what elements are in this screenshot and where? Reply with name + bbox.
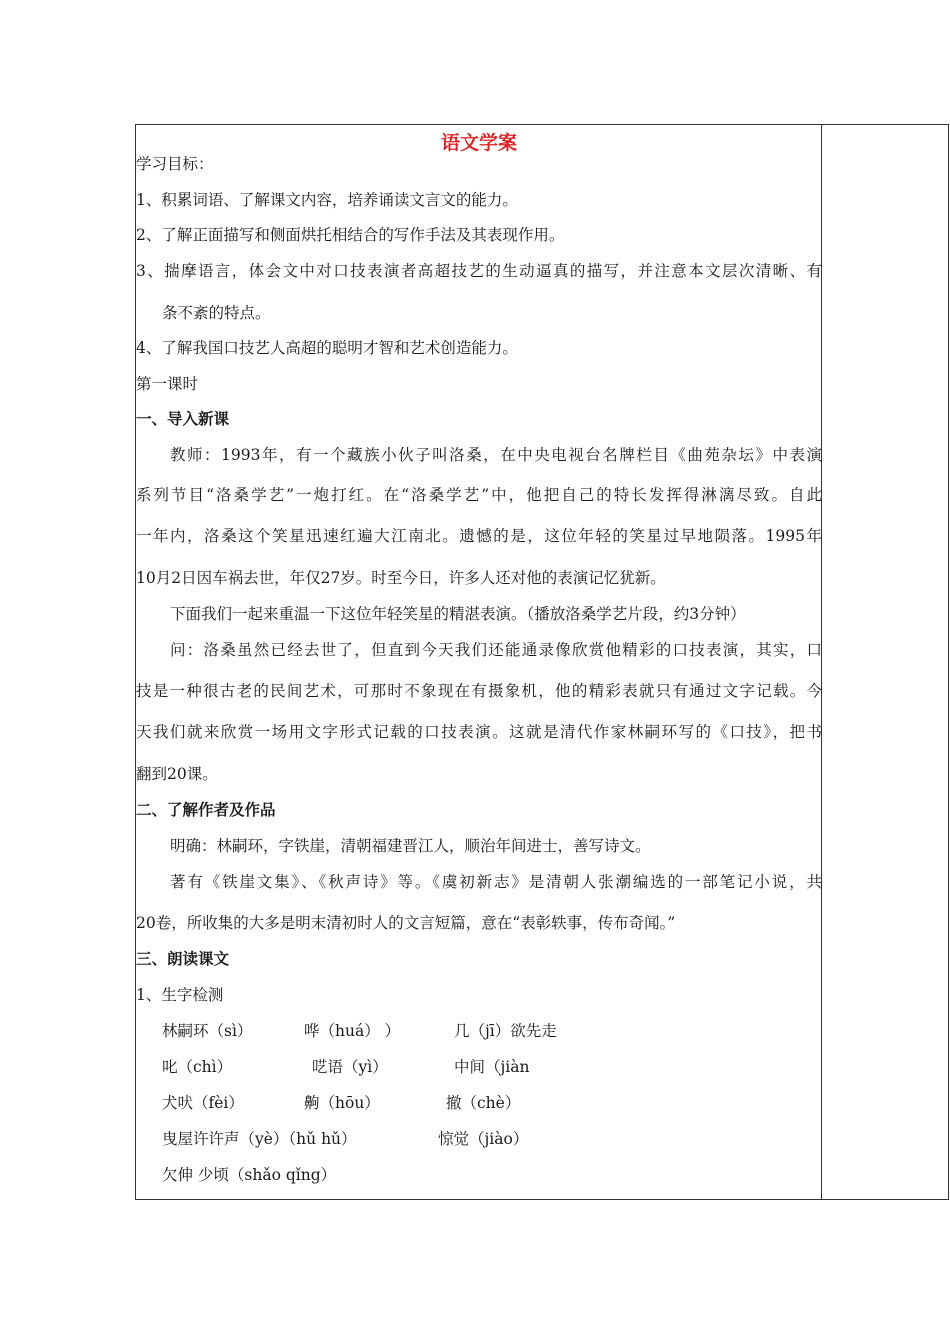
vocab-item: 欠伸 少顷（shǎo qǐng） (162, 1166, 337, 1184)
vocab-item: 呓语（yì） (312, 1058, 388, 1076)
goal-2: 2、了解正面描写和侧面烘托相结合的写作手法及其表现作用。 (136, 226, 565, 244)
author-p2-line1: 著有《铁崖文集》、《秋声诗》等。《虞初新志》是清朝人张潮编选的一部笔记小说，共 (170, 873, 822, 891)
intro-p2: 下面我们一起来重温一下这位年轻笑星的精湛表演。（播放洛桑学艺片段，约3分钟） (170, 605, 746, 623)
vocab-item: 犬吠（fèi） (162, 1094, 244, 1112)
intro-p3-line2: 技是一种很古老的民间艺术，可那时不象现在有摄象机，他的精彩表就只有通过文字记载。今 (136, 682, 822, 700)
intro-p1-line2: 系列节目“洛桑学艺”一炮打红。在“洛桑学艺”中，他把自己的特长发挥得淋漓尽致。自此 (136, 486, 822, 504)
section-heading-intro: 一、导入新课 (136, 410, 230, 428)
goal-3-cont: 条不紊的特点。 (162, 304, 271, 322)
goals-label: 学习目标： (136, 155, 214, 173)
main-cell (136, 124, 822, 1200)
document-title: 语文学案 (440, 132, 517, 154)
vocab-item: 哗（huá） ） (304, 1022, 401, 1040)
goal-3: 3、揣摩语言，体会文中对口技表演者高超技艺的生动逼真的描写，并注意本文层次清晰、有 (136, 262, 822, 280)
author-p1: 明确：林嗣环，字铁崖，清朝福建晋江人，顺治年间进士，善写诗文。 (170, 837, 651, 855)
section-heading-reading: 三、朗读课文 (136, 950, 230, 968)
vocab-item: 叱（chì） (162, 1058, 233, 1076)
vocab-item: 几（jī）欲先走 (454, 1022, 557, 1040)
intro-p1-line3: 一年内，洛桑这个笑星迅速红遍大江南北。遗憾的是，这位年轻的笑星过早地陨落。1995年 (136, 527, 822, 545)
vocab-item: 林嗣环（sì） (162, 1022, 253, 1040)
intro-p1-line1: 教师：1993年，有一个藏族小伙子叫洛桑，在中央电视台名牌栏目《曲苑杂坛》中表演 (170, 446, 822, 464)
lesson-label: 第一课时 (136, 375, 199, 393)
vocab-item: 曳屋许许声（yè）（hǔ hǔ） (162, 1130, 357, 1148)
section-heading-author: 二、了解作者及作品 (136, 801, 276, 819)
intro-p3-line1: 问：洛桑虽然已经去世了，但直到今天我们还能通录像欣赏他精彩的口技表演，其实，口 (170, 641, 822, 659)
author-p2-line2: 20卷，所收集的大多是明末清初时人的文言短篇，意在“表彰轶事，传布奇闻。” (136, 914, 676, 932)
intro-p3-line4: 翻到20课。 (136, 765, 218, 783)
vocab-subheading: 1、生字检测 (136, 986, 224, 1004)
vocab-item: 撤（chè） (446, 1094, 521, 1112)
intro-p3-line3: 天我们就来欣赏一场用文字形式记载的口技表演。这就是清代作家林嗣环写的《口技》，把书 (136, 723, 822, 741)
goal-4: 4、了解我国口技艺人高超的聪明才智和艺术创造能力。 (136, 339, 518, 357)
vocab-item: 齁（hōu） (304, 1094, 380, 1112)
vocab-item: 惊觉（jiào） (438, 1130, 529, 1148)
goal-1: 1、积累词语、了解课文内容，培养诵读文言文的能力。 (136, 191, 518, 209)
vocab-item: 中间（jiàn (454, 1058, 530, 1076)
intro-p1-line4: 10月2日因车祸去世，年仅27岁。时至今日，许多人还对他的表演记忆犹新。 (136, 569, 666, 587)
